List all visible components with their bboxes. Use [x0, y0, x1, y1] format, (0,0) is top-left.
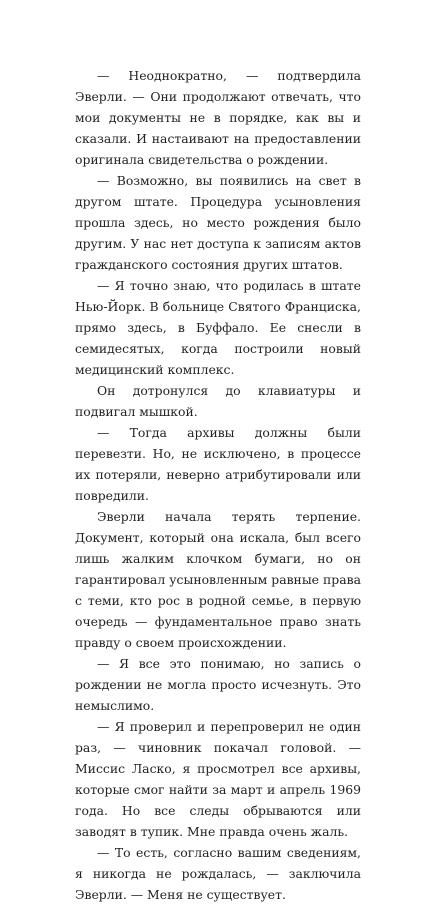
paragraph-6: Эверли начала терять терпение. Документ, который она искала, был всего лишь жалким клочком бумаги, но он гарантировал усыновленным равные права с теми, кто рос в родной семье, в первую очередь — фундаментальное право знать правду о своем происхождении. [75, 509, 361, 650]
paragraph-2: — Возможно, вы появились на свет в другом штате. Процедура усыновления прошла здесь, но место рождения было другим. У нас нет доступа к записям актов гражданского состояния других штатов. [75, 173, 361, 272]
book-page-text [75, 65, 361, 905]
paragraph-4: Он дотронулся до клавиатуры и подвигал мышкой. [75, 383, 361, 419]
paragraph-1: — Неоднократно, — подтвердила Эверли. — Они продолжают отвечать, что мои документы не в порядке, как вы и сказали. И настаивают на предоставлении оригинала свидетельства о рождении. [75, 68, 361, 167]
paragraph-3: — Я точно знаю, что родилась в штате Нью-Йорк. В больнице Святого Франциска, прямо здесь, в Буффало. Ее снесли в семидесятых, когда построили новый медицинский комплекс. [75, 278, 361, 377]
paragraph-7: — Я все это понимаю, но запись о рождении не могла просто исчезнуть. Это немыслимо. [75, 656, 361, 713]
paragraph-9: — То есть, согласно вашим сведениям, я никогда не рождалась, — заключила Эверли. — Меня не существует. [75, 845, 361, 902]
paragraph-8: — Я проверил и перепроверил не один раз, — чиновник покачал головой. — Миссис Ласко, я просмотрел все архивы, которые смог найти за март и апрель 1969 года. Но все следы обрываются или заводят в тупик. Мне правда очень жаль. [75, 719, 361, 839]
paragraph-5: — Тогда архивы должны были перевезти. Но, не исключено, в процессе их потеряли, неверно атрибутировали или повредили. [75, 425, 361, 503]
